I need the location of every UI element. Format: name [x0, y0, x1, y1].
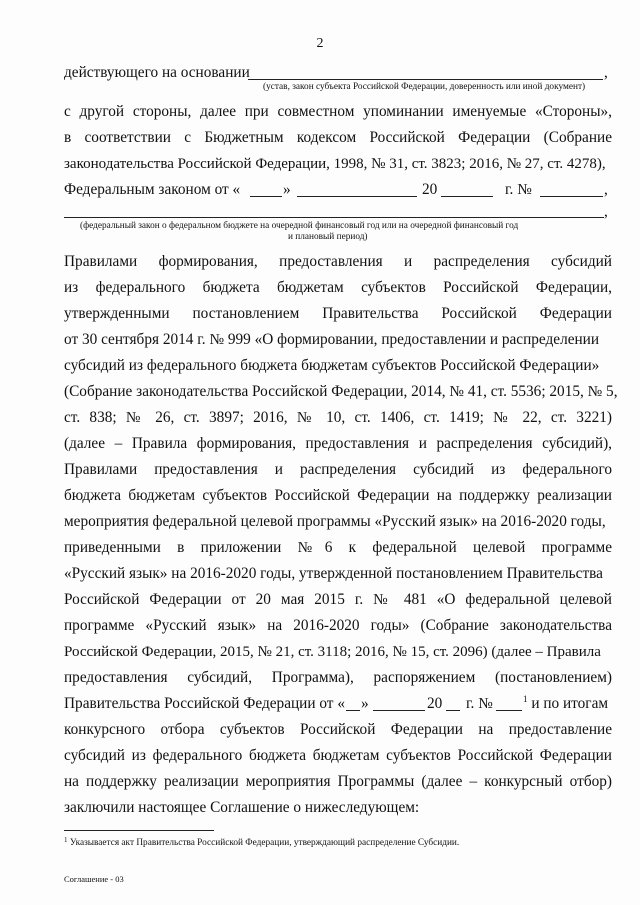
para-line: Правилами формирования, предоставления и распределения субсидий: [64, 253, 612, 270]
footnote-number: 1: [64, 836, 68, 844]
para-line: Российской Федерации от 20 мая 2015 г. № 481 «О федеральной целевой: [64, 591, 612, 608]
quote-close: »: [361, 695, 369, 712]
number-label: г. №: [466, 695, 493, 712]
para-line: ст. 838; № 26, ст. 3897; 2016, № 10, ст. 1406, ст. 1419; № 22, ст. 3221): [64, 409, 612, 426]
para-line: на поддержку реализации мероприятия Программы (далее – конкурсный отбор): [64, 773, 612, 790]
comma: ,: [604, 203, 608, 220]
para-line: «Русский язык» на 2016-2020 годы, утвержденной постановлением Правительства: [64, 565, 603, 582]
line-end: и по итогам: [527, 695, 609, 712]
comma: ,: [604, 181, 608, 198]
para-line: субсидий из федерального бюджета бюджетам субъектов Российской Федерации: [64, 747, 612, 764]
year-prefix: 20: [422, 181, 438, 198]
para-line: конкурсного отбора субъектов Российской Федерации на предоставление: [64, 721, 612, 738]
law-hint: (федеральный закон о федеральном бюджете на очередной финансовый год или на очередной финансовый год: [80, 221, 519, 231]
basis-comma: ,: [604, 64, 608, 81]
basis-blank: [248, 79, 603, 80]
para-line: субсидий из федерального бюджета бюджетам субъектов Российской Федерации»: [64, 357, 600, 374]
footnote-mark: 1: [523, 694, 528, 704]
number-blank: [496, 710, 522, 711]
government-act-label: Правительства Российской Федерации от «: [64, 695, 345, 712]
para-line: предоставления субсидий, Программа), распоряжением (постановлением): [64, 669, 612, 686]
quote-close: »: [283, 181, 291, 198]
number-label: г. №: [505, 181, 532, 198]
para-line: Правилами предоставления и распределения субсидий из федерального: [64, 461, 612, 478]
para-line: от 30 сентября 2014 г. № 999 «О формировании, предоставлении и распределении: [64, 331, 600, 348]
law-hint: и плановый период): [288, 232, 368, 242]
para-line: законодательства Российской Федерации, 1998, № 31, ст. 3823; 2016, № 27, ст. 4278),: [64, 156, 606, 172]
para-line: в соответствии с Бюджетным кодексом Российской Федерации (Собрание: [64, 129, 612, 146]
document-footer: Соглашение - 03: [64, 874, 124, 884]
para-line: мероприятия федеральной целевой программы «Русский язык» на 2016-2020 годы,: [64, 513, 606, 530]
year-blank: [446, 710, 460, 711]
footnote-divider: [64, 830, 214, 831]
day-blank: [250, 196, 282, 197]
basis-hint: (устав, закон субъекта Российской Федерации, доверенность или иной документ): [263, 82, 586, 92]
para-line: из федерального бюджета бюджетам субъектов Российской Федерации,: [64, 279, 612, 296]
number-blank: [540, 196, 603, 197]
page-number: 2: [316, 36, 324, 51]
para-line: бюджета бюджетам субъектов Российской Федерации на поддержку реализации: [64, 487, 612, 504]
footnote-ref-line: [523, 694, 613, 715]
year-prefix: 20: [427, 695, 443, 712]
para-line: приведенными в приложении №6 к федеральной целевой программе: [64, 539, 612, 556]
footnote: [64, 838, 459, 848]
para-line: программе «Русский язык» на 2016-2020 годы» (Собрание законодательства: [64, 617, 612, 634]
year-blank: [441, 196, 493, 197]
month-blank: [373, 710, 425, 711]
para-line: заключили настоящее Соглашение о нижеследующем:: [64, 799, 420, 816]
day-blank: [346, 710, 360, 711]
basis-label: действующего на основании: [64, 64, 250, 81]
basis-line: [64, 63, 612, 83]
para-line: (далее – Правила формирования, предоставления и распределения субсидий),: [64, 435, 612, 452]
para-line: (Собрание законодательства Российской Федерации, 2014, № 41, ст. 5536; 2015, № 5,: [64, 383, 618, 400]
para-line: с другой стороны, далее при совместном упоминании именуемые «Стороны»,: [64, 103, 612, 120]
law-blank: [64, 217, 604, 218]
month-blank: [297, 196, 417, 197]
federal-law-label: Федеральным законом от «: [64, 181, 241, 198]
para-line: утвержденными постановлением Правительства Российской Федерации: [64, 305, 612, 322]
footnote-text: Указывается акт Правительства Российской Федерации, утверждающий распределение Субсидии.: [67, 838, 460, 848]
para-line: Российской Федерации, 2015, № 21, ст. 3118; 2016, № 15, ст. 2096) (далее – Правила: [64, 644, 601, 660]
